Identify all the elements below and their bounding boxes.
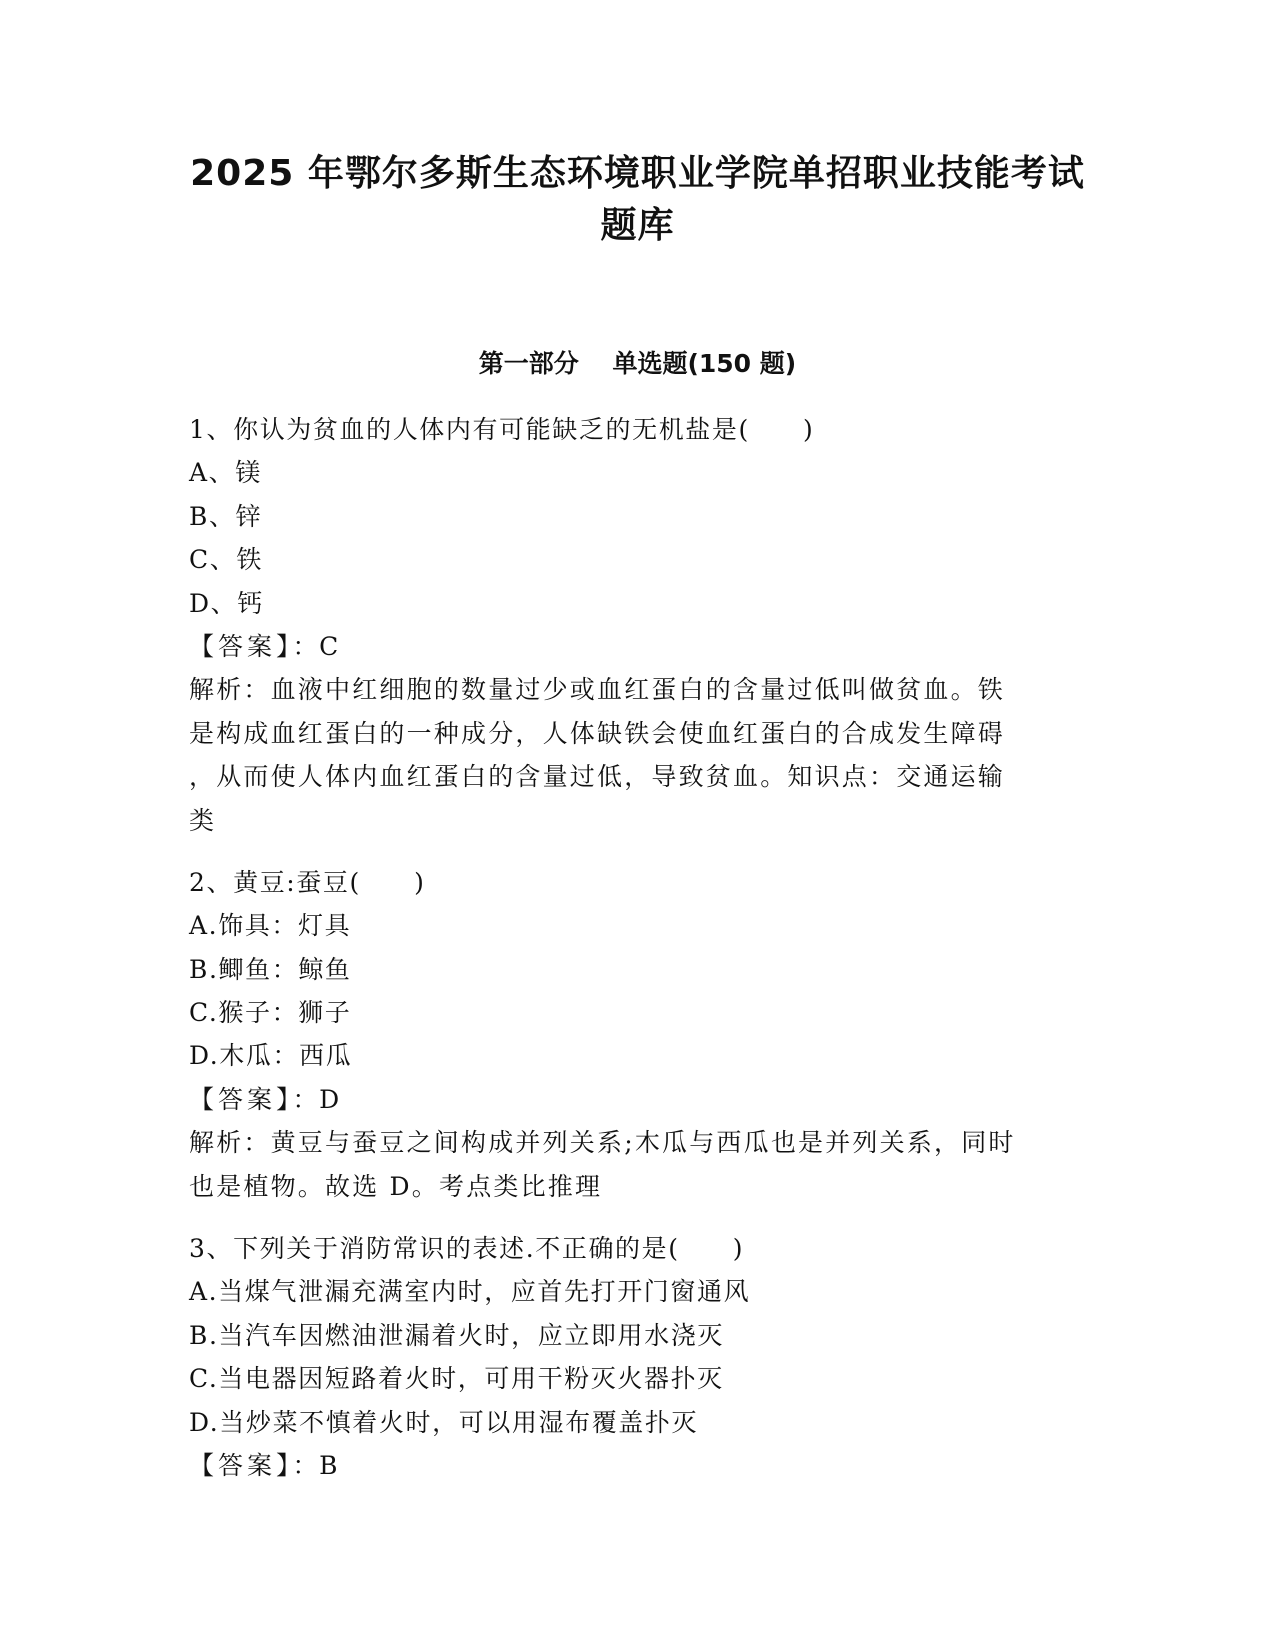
explanation — [189, 1121, 1089, 1208]
explanation-line: 解析：血液中红细胞的数量过少或血红蛋白的含量过低叫做贫血。铁 — [189, 675, 1006, 705]
question-3 — [189, 1227, 1089, 1487]
question-stem: 2、黄豆:蚕豆( ) — [189, 867, 426, 897]
option-a: A.饰具：灯具 — [189, 911, 352, 941]
option-a: A.当煤气泄漏充满室内时，应首先打开门窗通风 — [189, 1277, 751, 1307]
answer-value: ：D — [292, 1084, 341, 1114]
section-heading: 第一部分 单选题(150 题) — [478, 349, 797, 378]
option-b: B.当汽车因燃油泄漏着火时，应立即用水浇灭 — [189, 1320, 724, 1350]
question-list — [189, 408, 1089, 1487]
explanation-line: 是构成血红蛋白的一种成分，人体缺铁会使血红蛋白的合成发生障碍 — [189, 718, 1006, 748]
option-c: C.当电器因短路着火时，可用干粉灭火器扑灭 — [189, 1364, 724, 1394]
answer-value: ：C — [292, 631, 340, 661]
option-d: D、钙 — [189, 588, 264, 618]
answer-label: 【答案】 — [189, 1084, 293, 1114]
question-2 — [189, 861, 1089, 1208]
explanation-line: 解析：黄豆与蚕豆之间构成并列关系;木瓜与西瓜也是并列关系，同时 — [189, 1128, 1016, 1158]
explanation-line: 也是植物。故选 D。考点类比推理 — [189, 1171, 603, 1201]
option-a: A、镁 — [189, 458, 262, 488]
explanation-line: ，从而使人体内血红蛋白的含量过低，导致贫血。知识点：交通运输 — [189, 762, 1006, 792]
explanation — [189, 668, 1089, 842]
question-stem: 3、下列关于消防常识的表述.不正确的是( ) — [189, 1234, 745, 1264]
option-d: D.当炒菜不慎着火时，可以用湿布覆盖扑灭 — [189, 1407, 699, 1437]
question-1 — [189, 408, 1089, 842]
answer-line — [189, 625, 1089, 668]
explanation-line: 类 — [189, 805, 217, 835]
option-c: C、铁 — [189, 545, 263, 575]
answer-line — [189, 1444, 1089, 1487]
option-b: B.鲫鱼：鲸鱼 — [189, 954, 352, 984]
option-b: B、锌 — [189, 501, 263, 531]
answer-label: 【答案】 — [189, 631, 293, 661]
question-stem: 1、你认为贫血的人体内有可能缺乏的无机盐是( ) — [189, 415, 815, 444]
title-line-1: 2025 年鄂尔多斯生态环境职业学院单招职业技能考试 — [190, 153, 1085, 194]
document-title — [150, 148, 1125, 252]
answer-value: ：B — [292, 1450, 340, 1480]
answer-label: 【答案】 — [189, 1450, 293, 1480]
option-d: D.木瓜：西瓜 — [189, 1041, 353, 1071]
answer-line — [189, 1078, 1089, 1121]
option-c: C.猴子：狮子 — [189, 998, 352, 1028]
title-line-2: 题库 — [600, 205, 675, 246]
